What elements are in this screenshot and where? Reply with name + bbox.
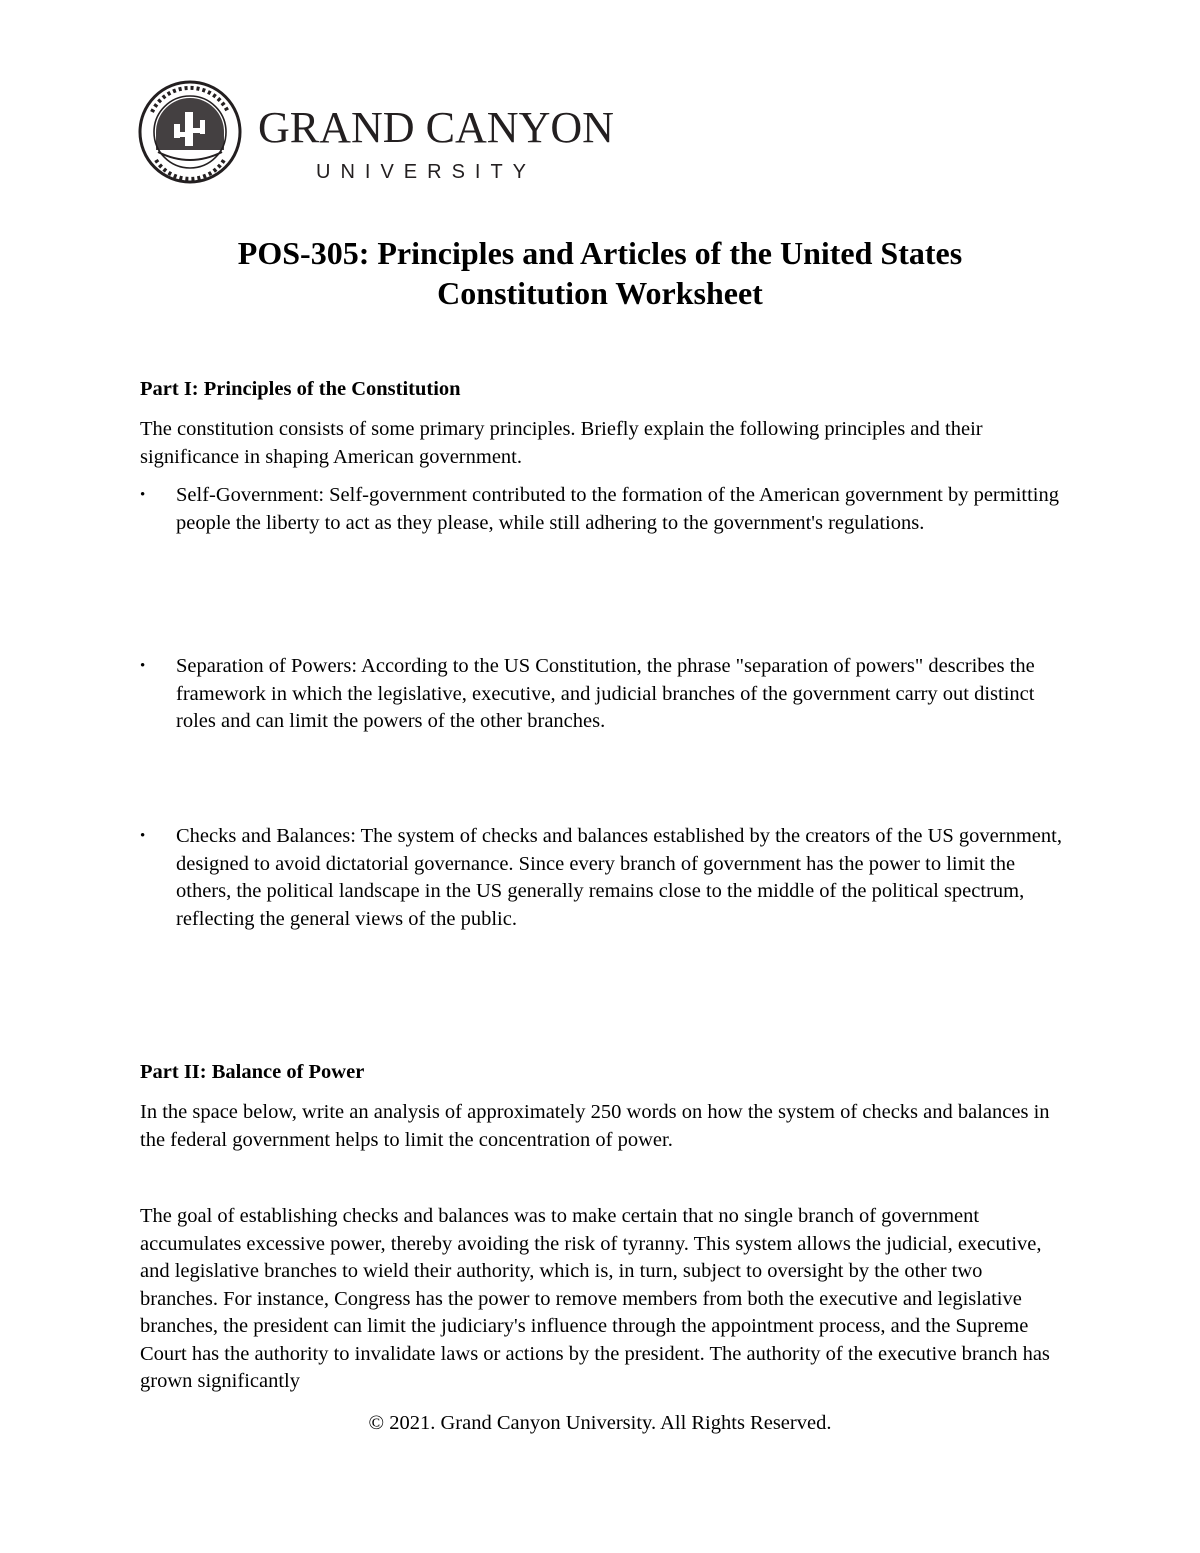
university-logo — [138, 72, 618, 192]
part2-intro: In the space below, write an analysis of approximately 250 words on how the system of checks and balances in the federal government helps to limit the concentration of power. — [140, 1101, 1050, 1151]
logo-name-line1: GRAND CANYON — [258, 103, 614, 152]
part1-intro: The constitution consists of some primary principles. Briefly explain the following principles and their significance in shaping American government. — [140, 418, 983, 468]
principle-checks-and-balances — [140, 823, 1065, 933]
document-title-line1: POS-305: Principles and Articles of the United States — [237, 235, 963, 271]
part2-heading: Part II: Balance of Power — [140, 1061, 365, 1083]
document-title — [100, 233, 1100, 313]
principle-self-government — [140, 482, 1065, 537]
bullet-icon: • — [140, 828, 146, 844]
copyright-footer: © 2021. Grand Canyon University. All Rights Reserved. — [368, 1412, 832, 1434]
principle-separation-of-powers — [140, 653, 1065, 736]
part1-heading: Part I: Principles of the Constitution — [140, 378, 461, 400]
bullet-icon: • — [140, 487, 146, 503]
principle-text: Checks and Balances: The system of checks and balances established by the creators of the US government, designed to avoid dictatorial governance. Since every branch of government has the power to limit the others, the political landscape in the US generally remains close to the middle of the political spectrum, reflecting the general views of the public. — [176, 825, 1062, 930]
principle-text: Self-Government: Self-government contributed to the formation of the American government by permitting people the liberty to act as they please, while still adhering to the government's regulations. — [176, 484, 1059, 534]
university-seal — [140, 82, 240, 182]
part2-answer: The goal of establishing checks and balances was to make certain that no single branch of government accumulates excessive power, thereby avoiding the risk of tyranny. This system allows the judicial, executive, and legislative branches to wield their authority, which is, in turn, subject to oversight by the other two branches. For instance, Congress has the power to remove members from both the executive and legislative branches, the president can limit the judiciary's influence through the appointment process, and the Supreme Court has the authority to invalidate laws or actions by the president. The authority of the executive branch has grown significantly — [140, 1205, 1050, 1392]
bullet-icon: • — [140, 658, 146, 674]
logo-name-line2: UNIVERSITY — [316, 161, 537, 183]
document-title-line2: Constitution Worksheet — [437, 275, 763, 311]
principle-text: Separation of Powers: According to the US Constitution, the phrase "separation of powers" describes the framework in which the legislative, executive, and judicial branches of the government carry out distinct roles and can limit the powers of the other branches. — [176, 655, 1035, 732]
